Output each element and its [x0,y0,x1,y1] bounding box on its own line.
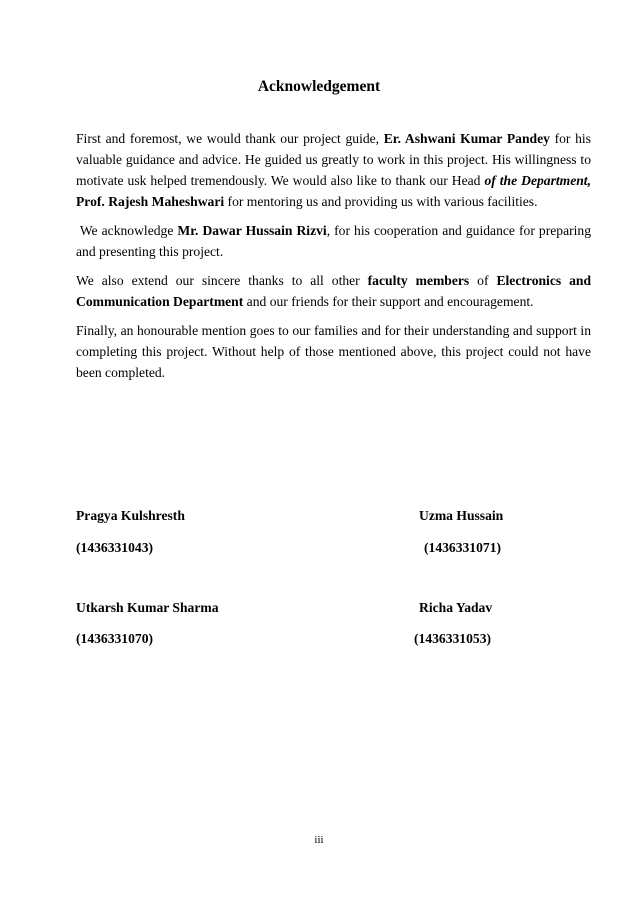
signatory-id: (1436331053) [414,631,492,646]
signatory-name: Pragya Kulshresth [76,508,185,523]
paragraph-cooperation [76,220,591,262]
text-run: for mentoring us and providing us with various facilities. [224,194,538,209]
signatory-id: (1436331070) [76,631,154,646]
signatory-name: Richa Yadav [419,600,493,615]
paragraph-families [76,320,591,383]
text-run: We acknowledge [76,223,178,238]
signatory-name: Uzma Hussain [419,508,504,523]
department-phrase: of the Department, [484,173,591,188]
text-run: First and foremost, we would thank our project guide, [76,131,384,146]
paragraph-guide [76,128,591,212]
acknowledged-name: Mr. Dawar Hussain Rizvi [177,223,327,238]
faculty-phrase: faculty members [367,273,470,288]
signatory-id: (1436331071) [424,540,502,555]
signatory-name: Utkarsh Kumar Sharma [76,600,219,615]
signatory-id: (1436331043) [76,540,154,555]
text-run: of [469,273,497,288]
page-title: Acknowledgement [257,78,381,95]
text-run: We also extend our sincere thanks to all other [76,273,368,288]
paragraph-faculty [76,270,591,312]
text-run: Finally, an honourable mention goes to our families and for their understanding and support in completing this project. Without help of those mentioned above, this project could not have been completed. [76,323,591,380]
text-run: and our friends for their support and encouragement. [243,294,534,309]
text-run: for his valuable guidance and advice. He guided us greatly to work in this project. His willingness to motivate usk helped tremendously. We would also like to thank our Head [76,131,591,188]
guide-name: Er. Ashwani Kumar Pandey [383,131,550,146]
page-number: iii [314,834,324,846]
hod-name: Prof. Rajesh Maheshwari [76,194,225,209]
text-run: , for his cooperation and guidance for preparing and presenting this project. [76,223,592,259]
acknowledgement-body [76,128,591,391]
department-name: Electronics and Communication Department [76,273,592,309]
